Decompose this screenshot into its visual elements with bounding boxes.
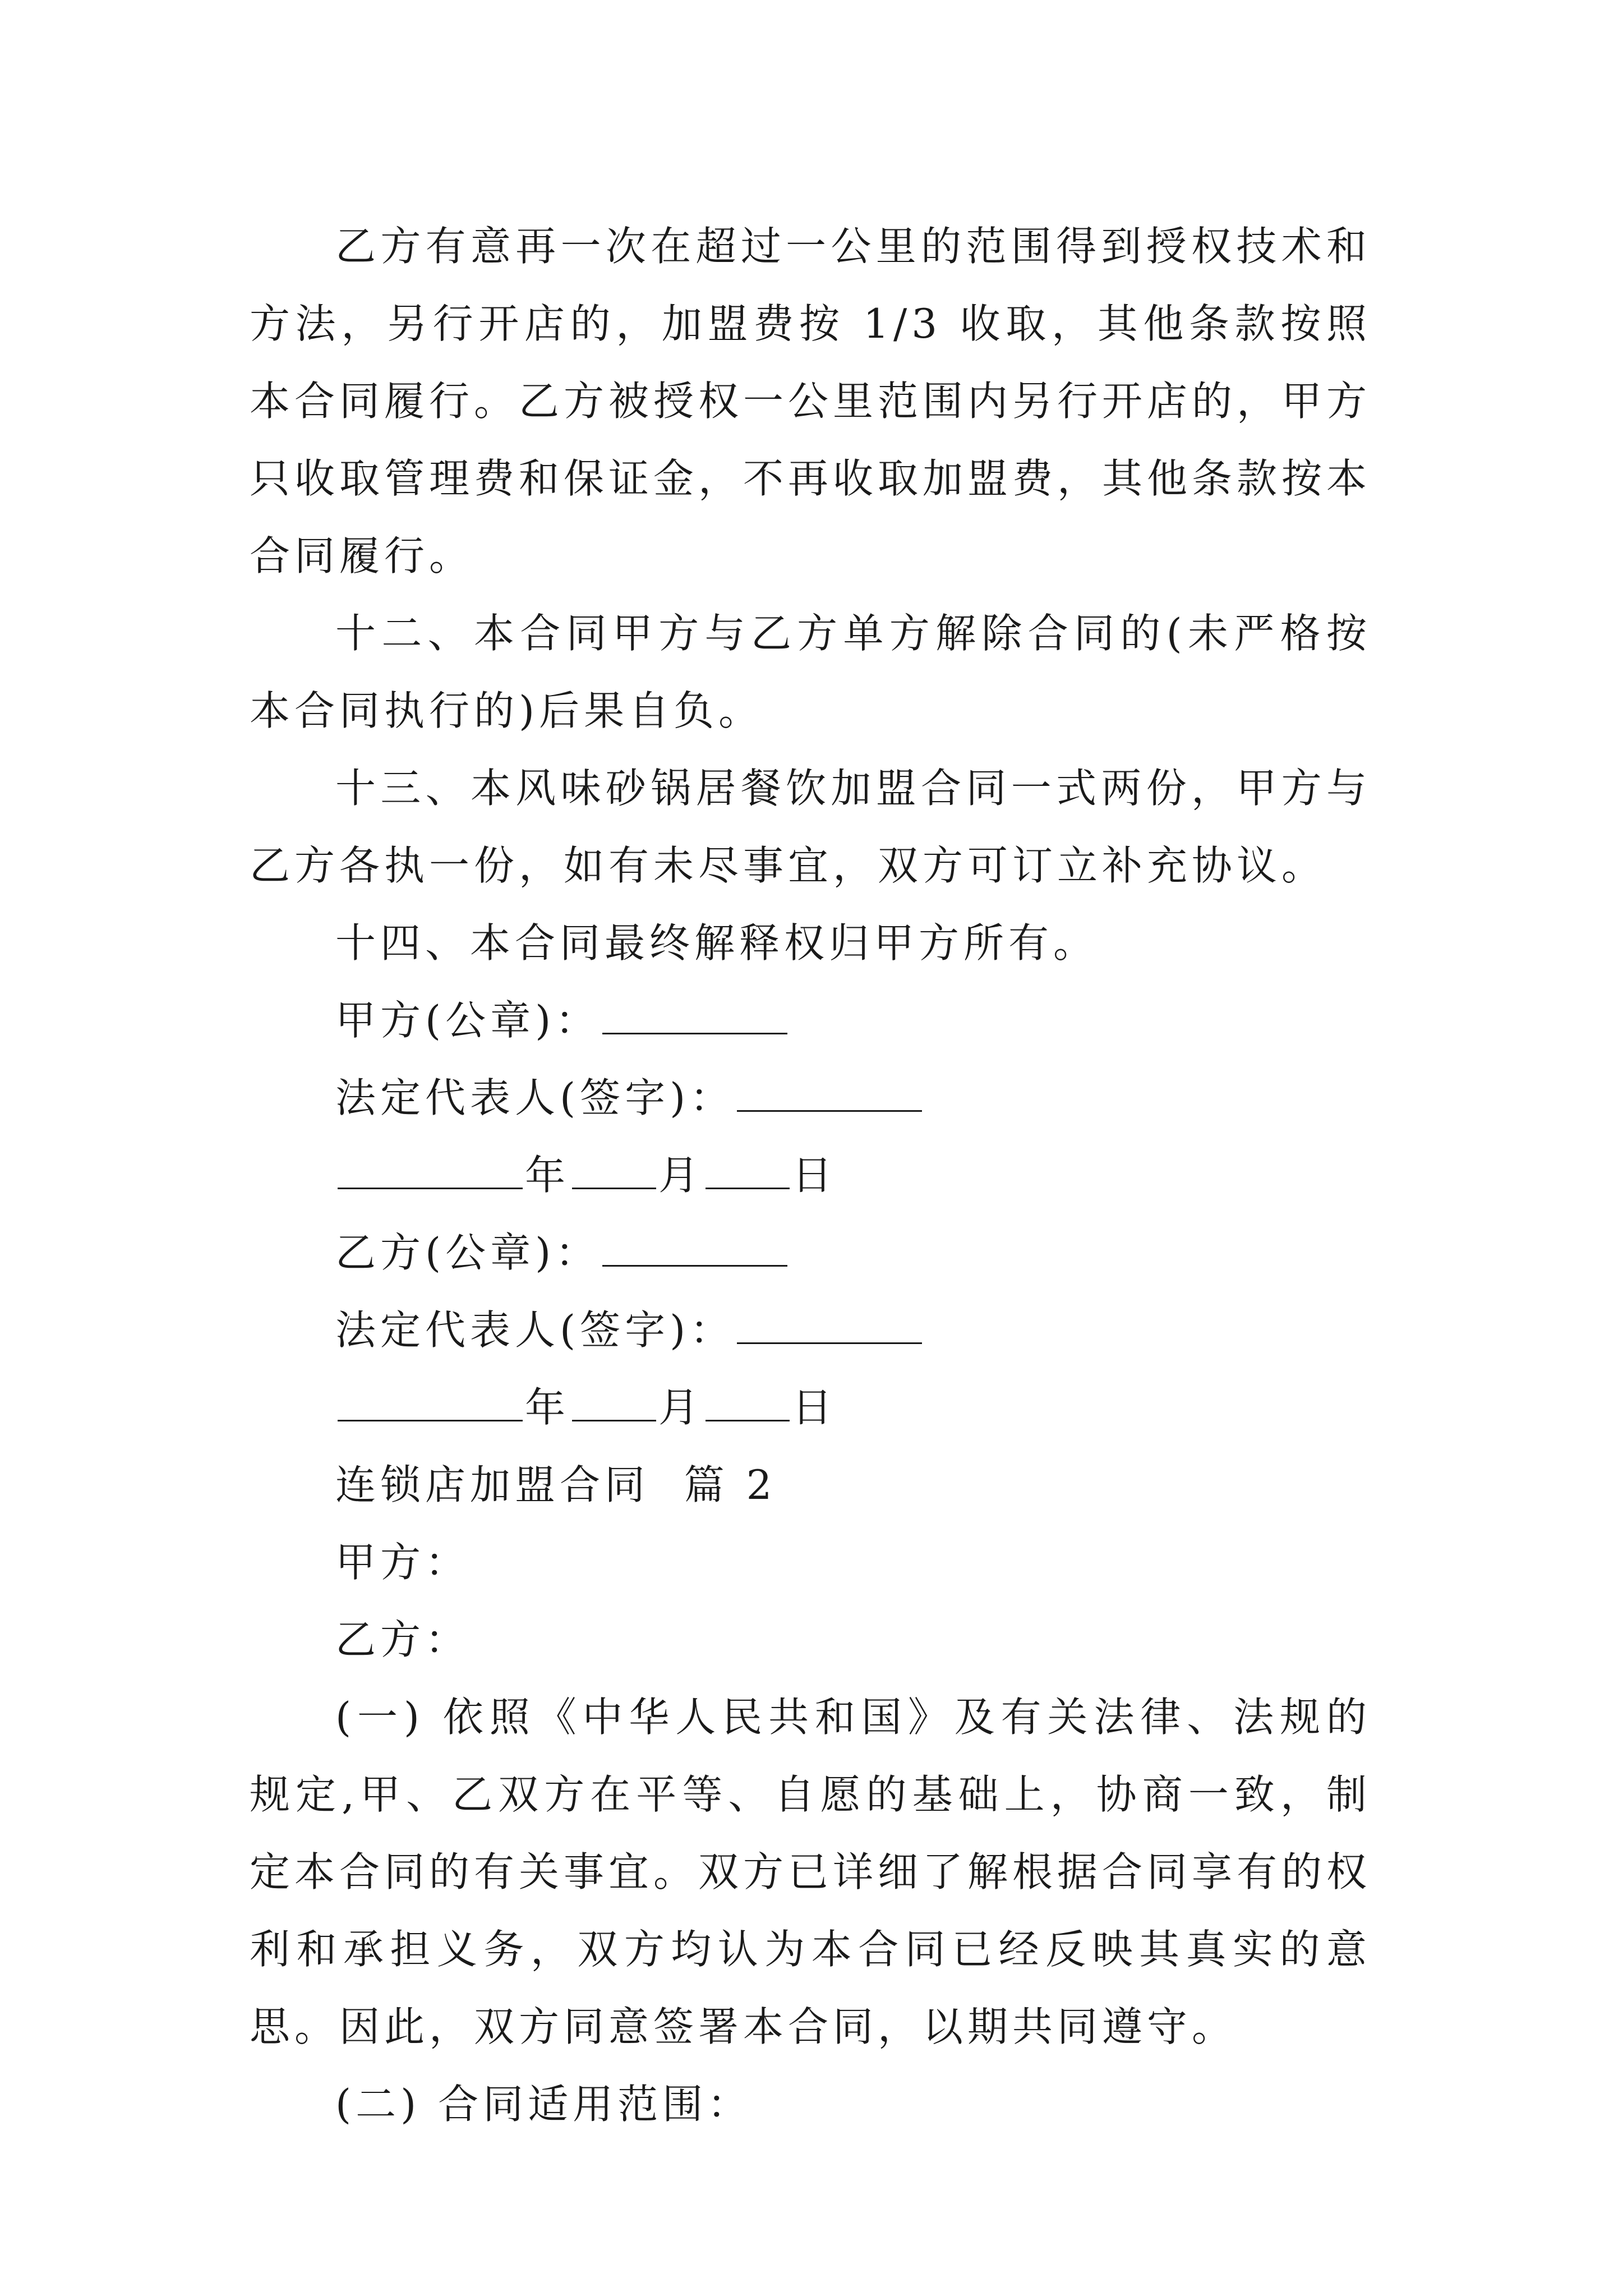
paragraph-clause-two: (二) 合同适用范围：: [335, 2081, 753, 2128]
party-a-seal-line: [250, 982, 1371, 1059]
party-b-rep-blank: [737, 1309, 922, 1344]
party-a-rep-label: 法定代表人(签字)：: [335, 1074, 735, 1121]
party-b-name-line: 乙方：: [335, 1616, 471, 1663]
party-a-day-blank: [706, 1154, 790, 1189]
party-b-seal-blank: [602, 1231, 787, 1267]
paragraph-clause-14: 十四、本合同最终解释权归甲方所有。: [335, 919, 1099, 967]
party-a-year-label: 年: [525, 1152, 570, 1199]
paragraph-clause-13: 十三、本风味砂锅居餐饮加盟合同一式两份，甲方与乙方各执一份，如有未尽事宜，双方可订立补充协议。: [250, 765, 1371, 889]
party-a-name-line: 甲方：: [335, 1539, 471, 1586]
party-a-year-blank: [338, 1154, 523, 1189]
party-a-day-label: 日: [792, 1152, 837, 1199]
party-b-rep-line: [250, 1291, 1371, 1369]
paragraph-clause-12: 十二、本合同甲方与乙方单方解除合同的(未严格按本合同执行的)后果自负。: [250, 610, 1371, 734]
party-a-rep-blank: [737, 1076, 922, 1112]
party-b-seal-label: 乙方(公章)：: [335, 1229, 601, 1276]
party-a-date-line: [250, 1137, 1371, 1214]
party-b-year-label: 年: [525, 1384, 570, 1431]
party-b-day-blank: [706, 1386, 790, 1421]
party-b-month-blank: [572, 1386, 656, 1421]
party-b-day-label: 日: [792, 1384, 837, 1431]
party-b-month-label: 月: [658, 1384, 704, 1431]
party-b-seal-line: [250, 1214, 1371, 1291]
party-a-seal-blank: [602, 999, 787, 1034]
paragraph-clause-one: (一) 依照《中华人民共和国》及有关法律、法规的规定,甲、乙双方在平等、自愿的基础上，协商一致，制定本合同的有关事宜。双方已详细了解根据合同享有的权利和承担义务，双方均认为本合同已经反映其真实的意思。因此，双方同意签署本合同，以期共同遵守。: [250, 1694, 1372, 2050]
party-a-month-label: 月: [658, 1152, 704, 1199]
party-b-rep-label: 法定代表人(签字)：: [335, 1306, 735, 1354]
party-b-year-blank: [338, 1386, 523, 1421]
party-b-date-line: [250, 1369, 1371, 1446]
section-heading: 连锁店加盟合同 篇 2: [335, 1461, 777, 1508]
party-a-rep-line: [250, 1059, 1371, 1137]
party-a-month-blank: [572, 1154, 656, 1189]
document-body: [250, 208, 1371, 2143]
paragraph-extension-terms: 乙方有意再一次在超过一公里的范围得到授权技术和方法，另行开店的，加盟费按 1/3 收取，其他条款按照本合同履行。乙方被授权一公里范围内另行开店的，甲方只收取管理费和保证金，不再收取加盟费，其他条款按本合同履行。: [250, 223, 1372, 579]
party-a-seal-label: 甲方(公章)：: [335, 997, 601, 1044]
